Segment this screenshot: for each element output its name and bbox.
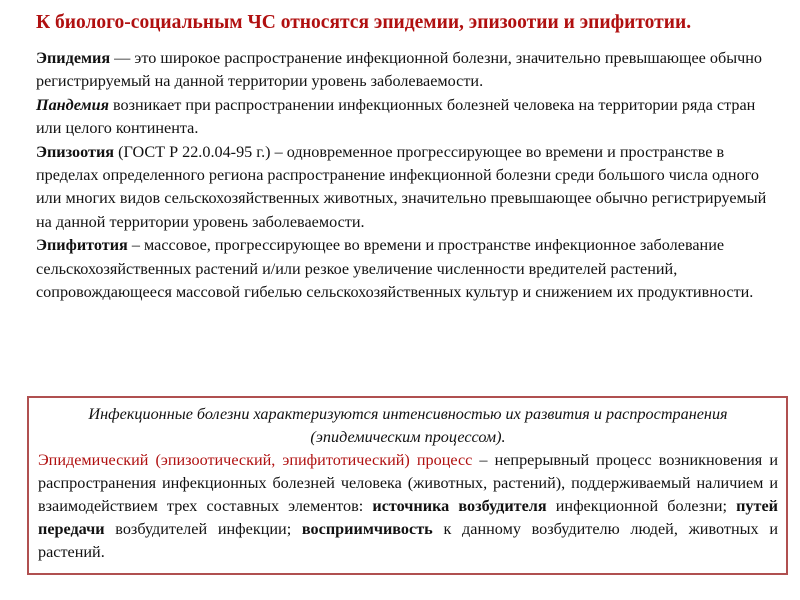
process-element-transmission: путей передачи (38, 497, 778, 538)
process-text-3: возбудителей инфекции; (104, 520, 302, 538)
definitions-block (36, 47, 784, 304)
epidemic-process-box (27, 396, 788, 575)
definition-pandemic (36, 94, 784, 141)
term-epiphytotic: Эпифитотия (36, 236, 128, 255)
process-text-4: к данному возбудителю людей, животных и растений. (38, 520, 778, 561)
definition-epizootic (36, 141, 784, 235)
definition-epidemic (36, 47, 784, 94)
process-element-susceptibility: восприимчивость (301, 520, 433, 538)
process-text-1: – непрерывный процесс возникновения и распространения инфекционных болезней человека (животных, растений), поддерживаемый наличием и взаимодействием трех составных элементов: (38, 451, 778, 515)
definition-epiphytotic (36, 234, 784, 304)
process-text-2: инфекционной болезни; (546, 497, 737, 515)
term-epidemic: Эпидемия (36, 49, 111, 67)
process-term: Эпидемический (эпизоотический, эпифитотический) процесс (38, 451, 473, 469)
definition-pandemic-text: возникает при распространении инфекционных болезней человека на территории ряда стран или целого континента. (36, 95, 756, 138)
term-pandemic: Пандемия (36, 95, 109, 114)
process-element-source: источника возбудителя (372, 497, 547, 515)
process-box-lead: Инфекционные болезни характеризуются интенсивностью их развития и распространения (эпидемическим процессом). (88, 405, 728, 446)
slide-title: К биолого-социальным ЧС относятся эпидемии, эпизоотии и эпифитотии. (36, 12, 692, 33)
definition-epizootic-text: (ГОСТ Р 22.0.04-95 г.) – одновременное прогрессирующее во времени и пространстве в пределах определенного региона распространение инфекционной болезни среди большого числа одного или многих видов сельскохозяйственных животных, значительно превышающее обычно регистрируемый на данной территории уровень заболеваемости. (36, 142, 767, 231)
definition-epiphytotic-text: – массовое, прогрессирующее во времени и пространстве инфекционное заболевание сельскохозяйственных растений и/или резкое увеличение численности вредителей растений, сопровождающееся массовой гибелью сельскохозяйственных культур и снижением их продуктивности. (36, 236, 754, 302)
process-box-body (38, 449, 778, 564)
definition-epidemic-text: — это широкое распространение инфекционной болезни, значительно превышающее обычно регистрируемый на данной территории уровень заболеваемости. (36, 49, 763, 91)
term-epizootic: Эпизоотия (36, 142, 115, 161)
